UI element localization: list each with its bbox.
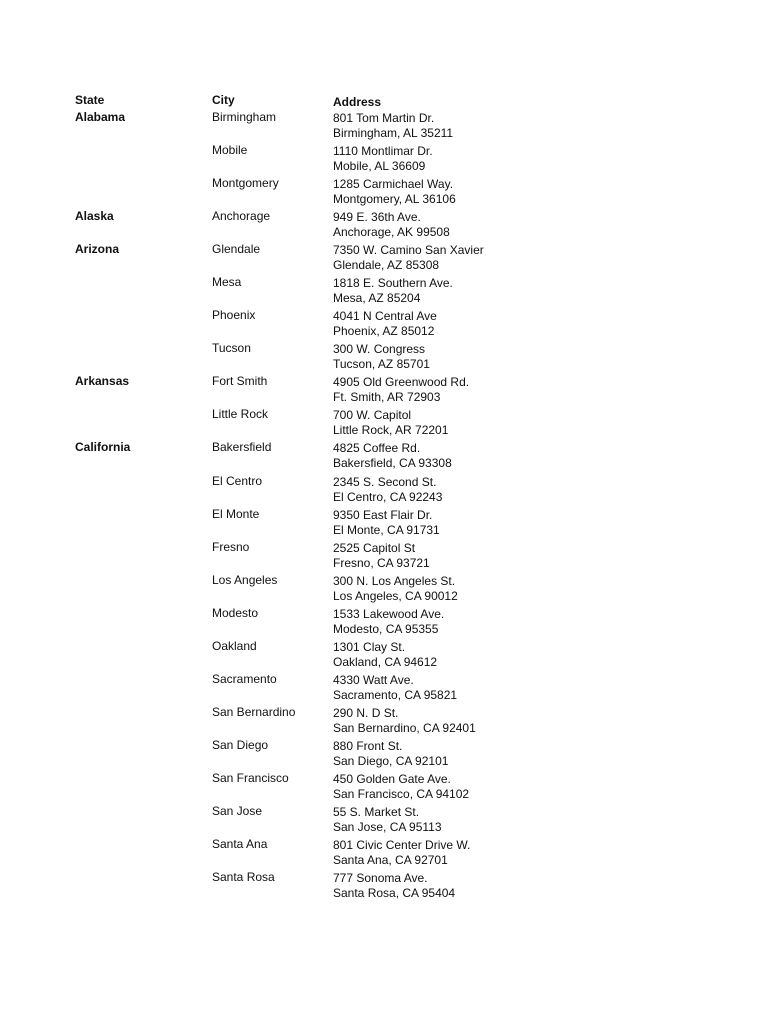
city-cell: Oakland <box>212 638 257 653</box>
address-city-state-zip: Mesa, AZ 85204 <box>333 291 421 306</box>
address-city-state-zip: San Francisco, CA 94102 <box>333 786 470 801</box>
table-row <box>0 374 768 407</box>
address-city-state-zip: Mobile, AL 36609 <box>333 159 426 174</box>
address-street: 4330 Watt Ave. <box>333 672 414 687</box>
table-row <box>0 176 768 209</box>
city-cell: El Centro <box>212 473 263 488</box>
city-cell: El Monte <box>212 506 260 521</box>
address-street: 4825 Coffee Rd. <box>333 441 421 456</box>
table-row <box>0 143 768 176</box>
table-row <box>0 771 768 804</box>
city-cell: Fort Smith <box>212 374 268 389</box>
city-cell: Sacramento <box>212 671 277 686</box>
city-cell: Tucson <box>212 341 251 356</box>
address-street: 9350 East Flair Dr. <box>333 507 433 522</box>
address-column-header: Address <box>333 95 382 109</box>
address-city-state-zip: Glendale, AZ 85308 <box>333 258 440 273</box>
address-cell <box>333 375 469 405</box>
address-street: 801 Tom Martin Dr. <box>333 111 435 125</box>
address-cell <box>333 871 455 901</box>
address-street: 2345 S. Second St. <box>333 474 437 489</box>
address-street: 450 Golden Gate Ave. <box>333 771 451 786</box>
address-cell <box>333 838 470 868</box>
address-cell <box>333 309 437 339</box>
address-city-state-zip: San Bernardino, CA 92401 <box>333 720 476 735</box>
table-row <box>0 474 768 507</box>
table-row <box>0 540 768 573</box>
address-city-state-zip: Tucson, AZ 85701 <box>333 357 430 372</box>
table-row <box>0 639 768 672</box>
table-row <box>0 407 768 440</box>
address-cell <box>333 441 452 471</box>
city-cell: Santa Ana <box>212 837 268 852</box>
table-row <box>0 275 768 308</box>
address-cell <box>333 607 444 637</box>
address-cell <box>333 243 484 273</box>
address-cell <box>333 640 437 670</box>
city-cell: Little Rock <box>212 407 269 422</box>
address-city-state-zip: San Diego, CA 92101 <box>333 753 449 768</box>
city-cell: Los Angeles <box>212 572 278 587</box>
address-city-state-zip: Fresno, CA 93721 <box>333 555 430 570</box>
address-street: 801 Civic Center Drive W. <box>333 838 471 853</box>
address-street: 1110 Montlimar Dr. <box>333 144 433 159</box>
address-city-state-zip: Ft. Smith, AR 72903 <box>333 390 441 405</box>
address-street: 700 W. Capitol <box>333 408 412 423</box>
city-cell: Glendale <box>212 242 261 257</box>
address-street: 2525 Capitol St <box>333 540 416 555</box>
city-cell: Montgomery <box>212 176 279 191</box>
address-street: 4905 Old Greenwood Rd. <box>333 375 470 390</box>
address-cell <box>333 508 440 538</box>
city-cell: Mesa <box>212 275 242 290</box>
address-cell <box>333 673 457 703</box>
table-row <box>0 110 768 143</box>
address-city-state-zip: Birmingham, AL 35211 <box>333 126 454 140</box>
city-cell: Birmingham <box>212 110 277 124</box>
city-cell: Phoenix <box>212 308 256 323</box>
table-row <box>0 606 768 639</box>
address-cell <box>333 177 456 207</box>
address-street: 1285 Carmichael Way. <box>333 177 454 192</box>
city-cell: San Francisco <box>212 770 289 785</box>
address-street: 290 N. D St. <box>333 705 399 720</box>
city-cell: San Bernardino <box>212 704 296 719</box>
address-street: 7350 W. Camino San Xavier <box>333 243 484 258</box>
address-table <box>0 110 768 903</box>
address-city-state-zip: Santa Rosa, CA 95404 <box>333 886 456 901</box>
state-cell: California <box>75 440 131 455</box>
address-street: 4041 N Central Ave <box>333 309 437 324</box>
table-row <box>0 804 768 837</box>
address-city-state-zip: El Monte, CA 91731 <box>333 522 440 537</box>
address-cell <box>333 739 448 769</box>
address-city-state-zip: Sacramento, CA 95821 <box>333 687 458 702</box>
city-cell: Fresno <box>212 539 250 554</box>
address-cell <box>333 772 469 802</box>
city-cell: Mobile <box>212 143 248 158</box>
table-row <box>0 440 768 473</box>
address-city-state-zip: Santa Ana, CA 92701 <box>333 853 448 868</box>
address-cell <box>333 408 448 438</box>
address-city-state-zip: El Centro, CA 92243 <box>333 489 443 504</box>
address-street: 300 N. Los Angeles St. <box>333 573 456 588</box>
table-row <box>0 705 768 738</box>
city-cell: Bakersfield <box>212 440 272 455</box>
address-street: 777 Sonoma Ave. <box>333 871 428 886</box>
address-cell <box>333 111 453 141</box>
state-column-header: State <box>75 93 105 107</box>
address-city-state-zip: Phoenix, AZ 85012 <box>333 324 435 339</box>
city-cell: San Jose <box>212 803 263 818</box>
address-street: 880 Front St. <box>333 738 403 753</box>
city-cell: Modesto <box>212 605 259 620</box>
address-street: 1818 E. Southern Ave. <box>333 276 453 291</box>
address-city-state-zip: Los Angeles, CA 90012 <box>333 588 458 603</box>
table-row <box>0 507 768 540</box>
table-row <box>0 672 768 705</box>
table-row <box>0 738 768 771</box>
address-cell <box>333 475 442 505</box>
table-row <box>0 573 768 606</box>
address-cell <box>333 210 450 240</box>
city-cell: San Diego <box>212 737 269 752</box>
address-cell <box>333 574 458 604</box>
table-row <box>0 308 768 341</box>
address-street: 949 E. 36th Ave. <box>333 210 421 225</box>
city-cell: Anchorage <box>212 209 271 224</box>
address-city-state-zip: San Jose, CA 95113 <box>333 819 442 834</box>
table-row <box>0 870 768 903</box>
table-row <box>0 341 768 374</box>
address-cell <box>333 276 453 306</box>
address-street: 1301 Clay St. <box>333 639 406 654</box>
address-cell <box>333 342 430 372</box>
table-row <box>0 209 768 242</box>
address-city-state-zip: Bakersfield, CA 93308 <box>333 456 452 471</box>
state-cell: Arkansas <box>75 374 130 389</box>
city-column-header: City <box>212 93 235 107</box>
state-cell: Alaska <box>75 209 114 224</box>
address-city-state-zip: Montgomery, AL 36106 <box>333 192 456 207</box>
address-city-state-zip: Modesto, CA 95355 <box>333 621 439 636</box>
state-cell: Alabama <box>75 110 126 124</box>
address-cell <box>333 805 442 835</box>
address-city-state-zip: Little Rock, AR 72201 <box>333 423 449 438</box>
address-street: 1533 Lakewood Ave. <box>333 606 445 621</box>
address-cell <box>333 144 433 174</box>
address-street: 55 S. Market St. <box>333 804 420 819</box>
address-cell <box>333 706 476 736</box>
city-cell: Santa Rosa <box>212 870 275 885</box>
address-city-state-zip: Oakland, CA 94612 <box>333 654 438 669</box>
address-street: 300 W. Congress <box>333 342 426 357</box>
state-cell: Arizona <box>75 242 120 257</box>
address-city-state-zip: Anchorage, AK 99508 <box>333 225 450 240</box>
table-row <box>0 242 768 275</box>
table-row <box>0 837 768 870</box>
address-cell <box>333 541 430 571</box>
